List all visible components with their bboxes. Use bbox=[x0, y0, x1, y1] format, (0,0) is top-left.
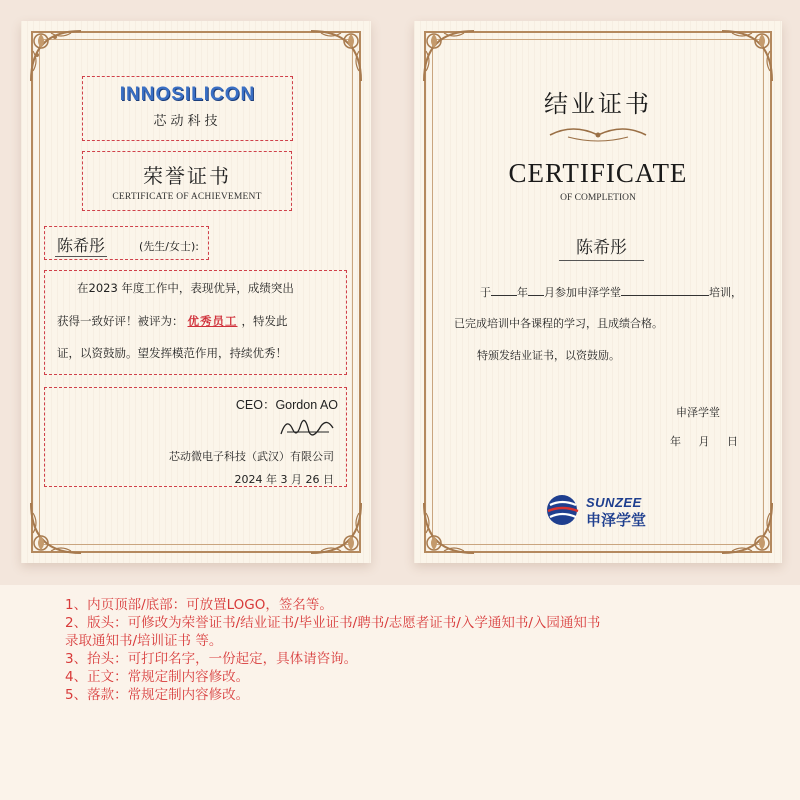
company-logo-text: INNOSILICON bbox=[119, 84, 256, 105]
sunzee-logo-subtitle: 申泽学堂 bbox=[586, 511, 647, 529]
divider-ornament-icon bbox=[548, 121, 648, 145]
body-line-2: 已完成培训中各课程的学习，且成绩合格。 bbox=[454, 317, 663, 330]
body-line-2-end: ，特发此 bbox=[241, 314, 288, 328]
corner-ornament-icon bbox=[420, 27, 478, 85]
award-title: 优秀员工 bbox=[187, 314, 238, 328]
corner-ornament-icon bbox=[27, 27, 85, 85]
body-line-2-start: 获得一致好评！被评为： bbox=[57, 314, 184, 328]
note-1: 1、内页顶部/底部：可放置LOGO，签名等。 bbox=[65, 597, 333, 613]
honor-certificate bbox=[21, 21, 371, 563]
recipient-area bbox=[44, 226, 209, 260]
body-line-2 bbox=[57, 313, 338, 329]
body-line-1-a: 于 bbox=[480, 286, 491, 299]
logo-area bbox=[82, 76, 293, 141]
corner-ornament-icon bbox=[27, 499, 85, 557]
sunzee-logo-text: SUNZEE bbox=[586, 495, 642, 510]
company-logo-subtitle: 芯动科技 bbox=[153, 114, 222, 129]
recipient-name: 陈希彤 bbox=[559, 233, 644, 261]
certificate-title: 结业证书 bbox=[544, 90, 652, 118]
certificate-title-english: CERTIFICATE bbox=[508, 158, 688, 188]
completion-certificate bbox=[414, 21, 782, 563]
note-4: 4、正文：常规定制内容修改。 bbox=[65, 669, 250, 685]
signature-icon bbox=[277, 412, 337, 442]
corner-ornament-icon bbox=[307, 499, 365, 557]
corner-ornament-icon bbox=[718, 499, 776, 557]
signature-area bbox=[44, 387, 347, 487]
note-2: 2、版头：可修改为荣誉证书/结业证书/毕业证书/聘书/志愿者证书/入学通知书/入园通知书 bbox=[65, 615, 601, 631]
company-name: 芯动微电子科技（武汉）有限公司 bbox=[169, 450, 334, 463]
body-line-1-d: 培训， bbox=[709, 286, 742, 299]
body-line-1: 在2023 年度工作中，表现优异，成绩突出 bbox=[77, 281, 294, 295]
body-line-1 bbox=[480, 284, 742, 300]
customization-notes bbox=[65, 596, 765, 704]
note-5: 5、落款：常规定制内容修改。 bbox=[65, 687, 250, 703]
sunzee-logo bbox=[544, 493, 674, 527]
note-2-continued: 录取通知书/培训证书 等。 bbox=[65, 633, 223, 649]
sunzee-logo-icon bbox=[544, 493, 584, 527]
certificate-subtitle: OF COMPLETION bbox=[560, 193, 636, 203]
body-line-1-c: 月参加申泽学堂 bbox=[544, 286, 621, 299]
body-line-3: 特颁发结业证书，以资鼓励。 bbox=[477, 349, 620, 362]
certificate-title-english: CERTIFICATE OF ACHIEVEMENT bbox=[112, 192, 262, 202]
issuer-name: 申泽学堂 bbox=[676, 406, 720, 419]
corner-ornament-icon bbox=[420, 499, 478, 557]
body-text-area bbox=[44, 270, 347, 375]
ceo-name: CEO：Gordon AO bbox=[235, 398, 338, 412]
corner-ornament-icon bbox=[307, 27, 365, 85]
recipient-name: 陈希彤 bbox=[55, 233, 107, 257]
title-area bbox=[82, 151, 292, 211]
note-3: 3、抬头：可打印名字，一份起定，具体请咨询。 bbox=[65, 651, 358, 667]
body-line-3: 证，以资鼓励。望发挥模范作用，持续优秀！ bbox=[57, 346, 287, 360]
body-line-1-b: 年 bbox=[517, 286, 528, 299]
year-blank bbox=[491, 285, 517, 296]
corner-ornament-icon bbox=[718, 27, 776, 85]
course-blank bbox=[621, 285, 709, 296]
issue-date: 2024 年 3 月 26 日 bbox=[234, 473, 334, 486]
month-blank bbox=[528, 285, 544, 296]
issue-date: 年 月 日 bbox=[670, 435, 738, 448]
certificate-title: 荣誉证书 bbox=[143, 164, 231, 188]
recipient-suffix: (先生/女士): bbox=[139, 240, 199, 253]
